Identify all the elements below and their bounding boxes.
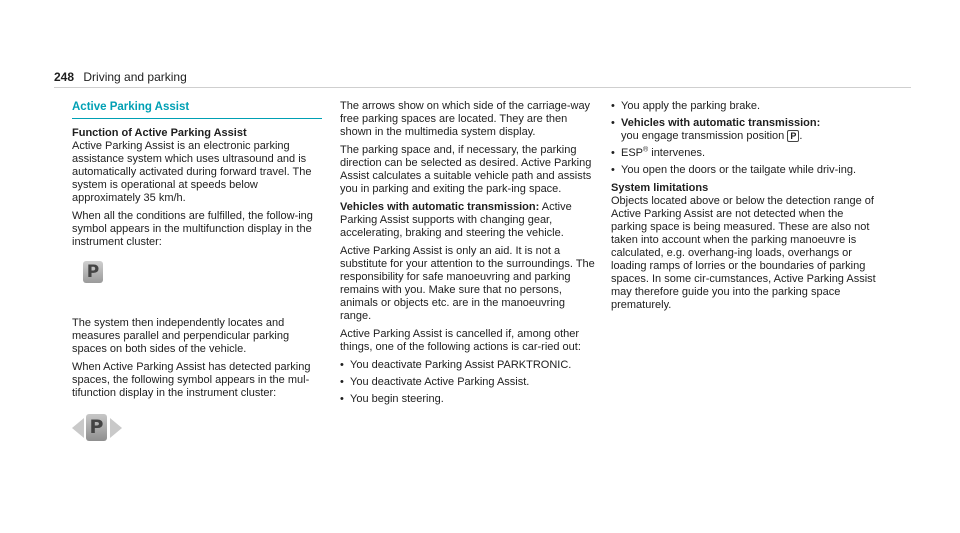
paragraph: The arrows show on which side of the carriage-way free parking spaces are located. They are then shown in the multimedia system display. [340, 100, 591, 138]
list-item: • You begin steering. [340, 393, 595, 406]
registered-mark: ® [643, 146, 649, 154]
paragraph: Active Parking Assist is an electronic parking assistance system which uses ultrasound and is automatically activated during forward travel. The system is operational at speeds below approximately 35 km/h. [72, 140, 312, 204]
list-item: • You apply the parking brake. [611, 100, 879, 113]
parking-arrows-figure [72, 414, 324, 454]
list-item-text: you engage transmission position [621, 130, 785, 142]
list-item [611, 117, 879, 143]
list-item: • You open the doors or the tailgate while driv-ing. [611, 164, 879, 177]
list-item: • You deactivate Active Parking Assist. [340, 376, 595, 389]
chapter-title: Driving and parking [83, 70, 187, 84]
section-title: Active Parking Assist [72, 101, 190, 113]
list-item [611, 147, 879, 160]
column-right [611, 100, 879, 317]
subheading: Function of Active Parking Assist [72, 127, 247, 139]
paragraph: The system then independently locates and measures parallel and perpendicular parking spaces on both sides of the vehicle. [72, 317, 290, 355]
list-item-text: intervenes. [648, 147, 706, 159]
column-left [72, 100, 324, 454]
subheading: System limitations [611, 182, 709, 194]
bullet-list [340, 359, 595, 406]
page-header [54, 70, 187, 84]
column-middle [340, 100, 595, 411]
parking-symbol-figure [72, 261, 324, 309]
paragraph: The parking space and, if necessary, the parking direction can be selected as desired. Active Parking Assist calculates a suitable vehicle path and assists you in parking and exiting the park-ing space. [340, 144, 592, 195]
parking-p-icon: P [86, 414, 107, 441]
header-divider [54, 87, 911, 88]
arrow-right-icon [110, 418, 122, 438]
arrow-left-icon [72, 418, 84, 438]
paragraph: When all the conditions are fulfilled, the follow-ing symbol appears in the multifunction display in the instrument cluster: [72, 210, 313, 248]
bullet-list [611, 100, 879, 177]
list-item-text: . [799, 130, 803, 142]
parking-p-icon: P [83, 261, 103, 283]
list-item-text: ESP [621, 147, 644, 159]
paragraph: Active Parking Assist is only an aid. It is not a substitute for your attention to the surroundings. The responsibility for safe manoeuvring and parking remains with you. Make sure that no persons, animals or objects etc. are in the manoeuvring range. [340, 245, 595, 322]
bold-label: Vehicles with automatic transmission: [621, 117, 821, 129]
bold-label: Vehicles with automatic transmission: [340, 201, 540, 213]
page-number: 248 [54, 70, 75, 84]
list-item: • You deactivate Parking Assist PARKTRONIC. [340, 359, 595, 372]
paragraph-text: Active Parking Assist supports with changing gear, accelerating, braking and steering the vehicle. [340, 201, 572, 239]
paragraph [340, 201, 595, 240]
paragraph: Active Parking Assist is cancelled if, among other things, one of the following actions is car-ried out: [340, 328, 581, 353]
section-divider [72, 118, 322, 119]
transmission-p-key: P [787, 130, 799, 142]
paragraph: Objects located above or below the detection range of Active Parking Assist are not detected when the parking space is being measured. These are also not taken into account when the parking manoeuvre is calculated, e.g. overhang-ing loads, overhangs or loading ramps of lorries or the boundaries of parking spaces. In some cir-cumstances, Active Parking Assist may therefore guide you into the parking space prematurely. [611, 195, 876, 311]
paragraph: When Active Parking Assist has detected parking spaces, the following symbol appears in the mul-tifunction display in the instrument cluster: [72, 361, 311, 399]
